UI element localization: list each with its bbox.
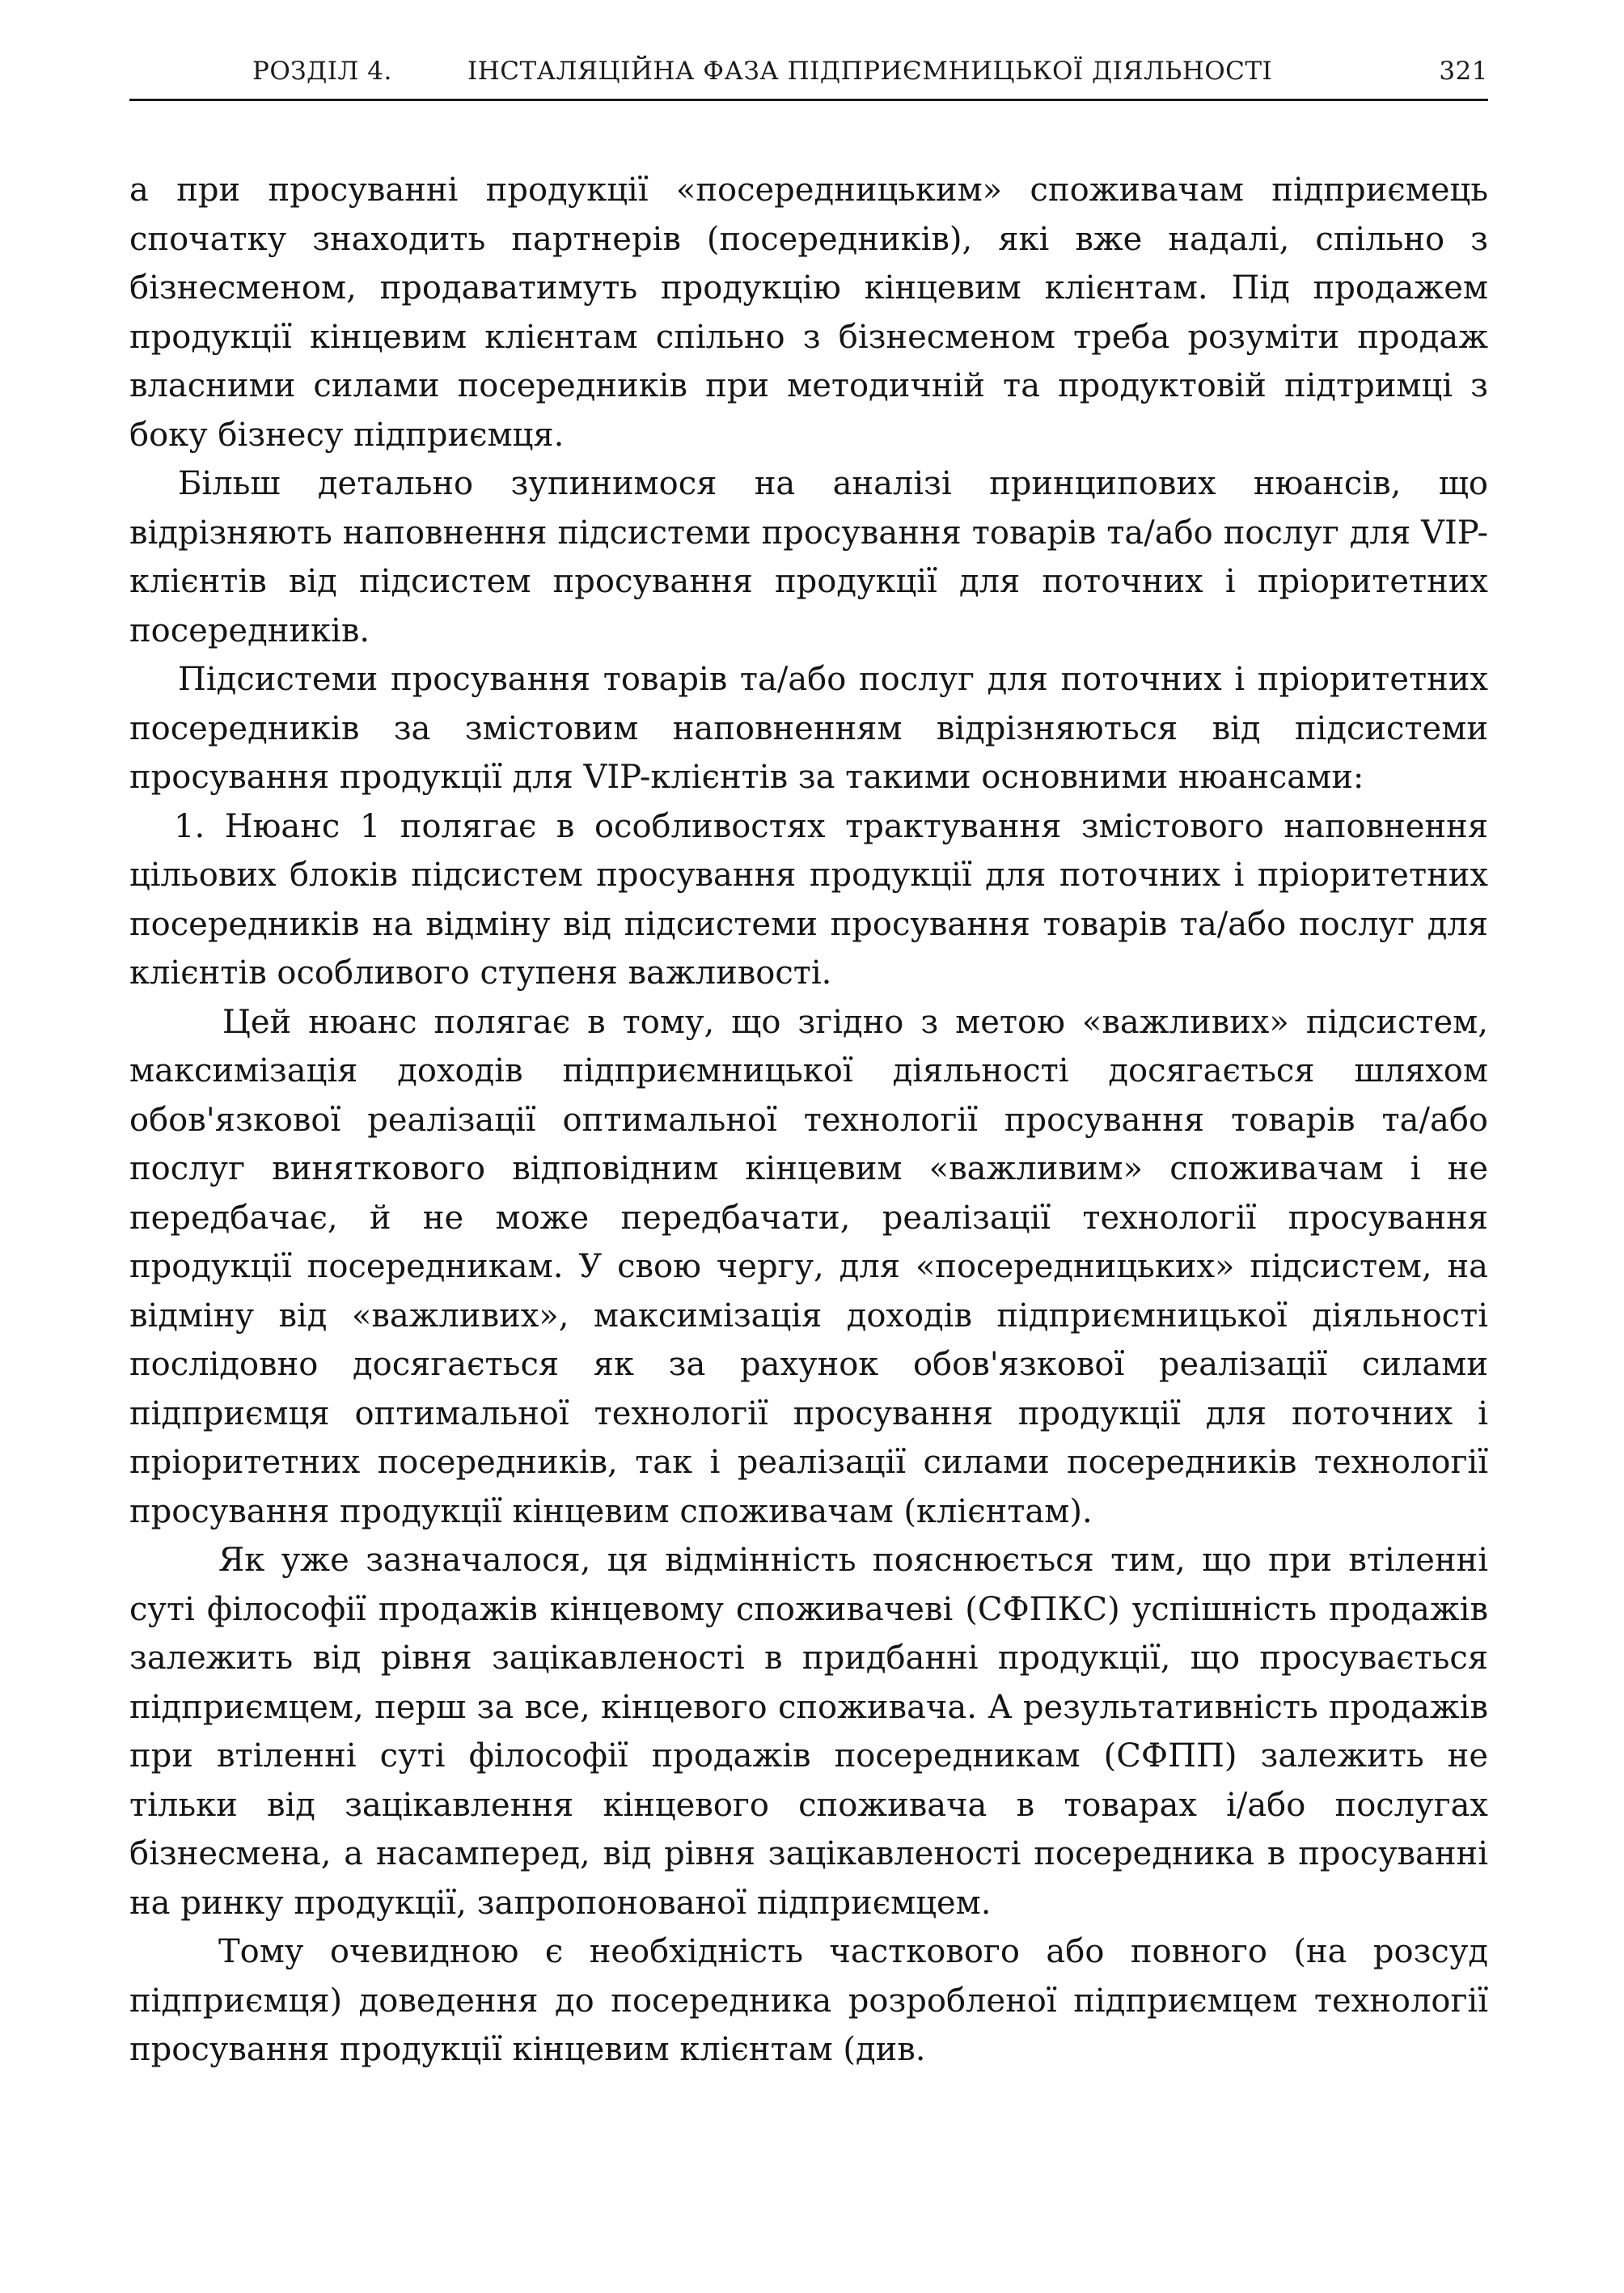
running-header <box>129 50 1488 101</box>
paragraph: Цей нюанс полягає в тому, що згідно з метою «важливих» підсистем, максимізація доходів підприємницької діяльності досягається шляхом обов'язкової реалізації оптимальної технології просування товарів та/або послуг виняткового відповідним кінцевим «важливим» споживачам і не передбачає, й не може передбачати, реалізації технології просування продукції посередникам. У свою чергу, для «посередницьких» підсистем, на відміну від «важливих», максимізація доходів підприємницької діяльності послідовно досягається як за рахунок обов'язкової реалізації силами підприємця оптимальної технології просування продукції для поточних і пріоритетних посередників, так і реалізації силами посередників технології просування продукції кінцевим споживачам (клієнтам). <box>129 1003 1488 1530</box>
paragraph: а при просуванні продукції «посередницьким» споживачам підприємець спочатку знаходить партнерів (посередників), які вже надалі, спільно з бізнесменом, продаватимуть продукцію кінцевим клієнтам. Під продажем продукції кінцевим клієнтам спільно з бізнесменом треба розуміти продаж власними силами посередників при методичній та продуктовій підтримці з боку бізнесу підприємця. <box>129 171 1488 454</box>
section-title: ІНСТАЛЯЦІЙНА ФАЗА ПІДПРИЄМНИЦЬКОЇ ДІЯЛЬНОСТІ <box>467 57 1273 86</box>
paragraph: Як уже зазначалося, ця відмінність пояснюється тим, що при втіленні суті філософії продажів кінцевому споживачеві (СФПКС) успішність продажів залежить від рівня зацікавленості в придбанні продукції, що просувається підприємцем, перш за все, кінцевого споживача. А результативність продажів при втіленні суті філософії продажів посередникам (СФПП) залежить не тільки від зацікавлення кінцевого споживача в товарах і/або послугах бізнесмена, а насамперед, від рівня зацікавленості посередника в просуванні на ринку продукції, запропонованої підприємцем. <box>129 1542 1488 1922</box>
list-item: 1. Нюанс 1 полягає в особливостях трактування змістового наповнення цільових блоків підсистем просування продукції для поточних і пріоритетних посередників на відміну від підсистеми просування товарів та/або послуг для клієнтів особливого ступеня важливості. <box>129 807 1488 992</box>
paragraph: Підсистеми просування товарів та/або послуг для поточних і пріоритетних посередників за змістовим наповненням відрізняються від підсистеми просування продукції для VIP-клієнтів за такими основними нюансами: <box>129 661 1488 796</box>
chapter-label: РОЗДІЛ 4. <box>252 57 392 86</box>
paragraph: Більш детально зупинимося на аналізі принципових нюансів, що відрізняють наповнення підсистеми просування товарів та/або послуг для VIP-клієнтів від підсистем просування продукції для поточних і пріоритетних посередників. <box>129 465 1488 649</box>
page-number: 321 <box>1439 57 1488 86</box>
body-text <box>129 166 1488 2075</box>
paragraph: Тому очевидною є необхідність часткового або повного (на розсуд підприємця) доведення до посередника розробленої підприємцем технології просування продукції кінцевим клієнтам (див. <box>129 1933 1488 2068</box>
